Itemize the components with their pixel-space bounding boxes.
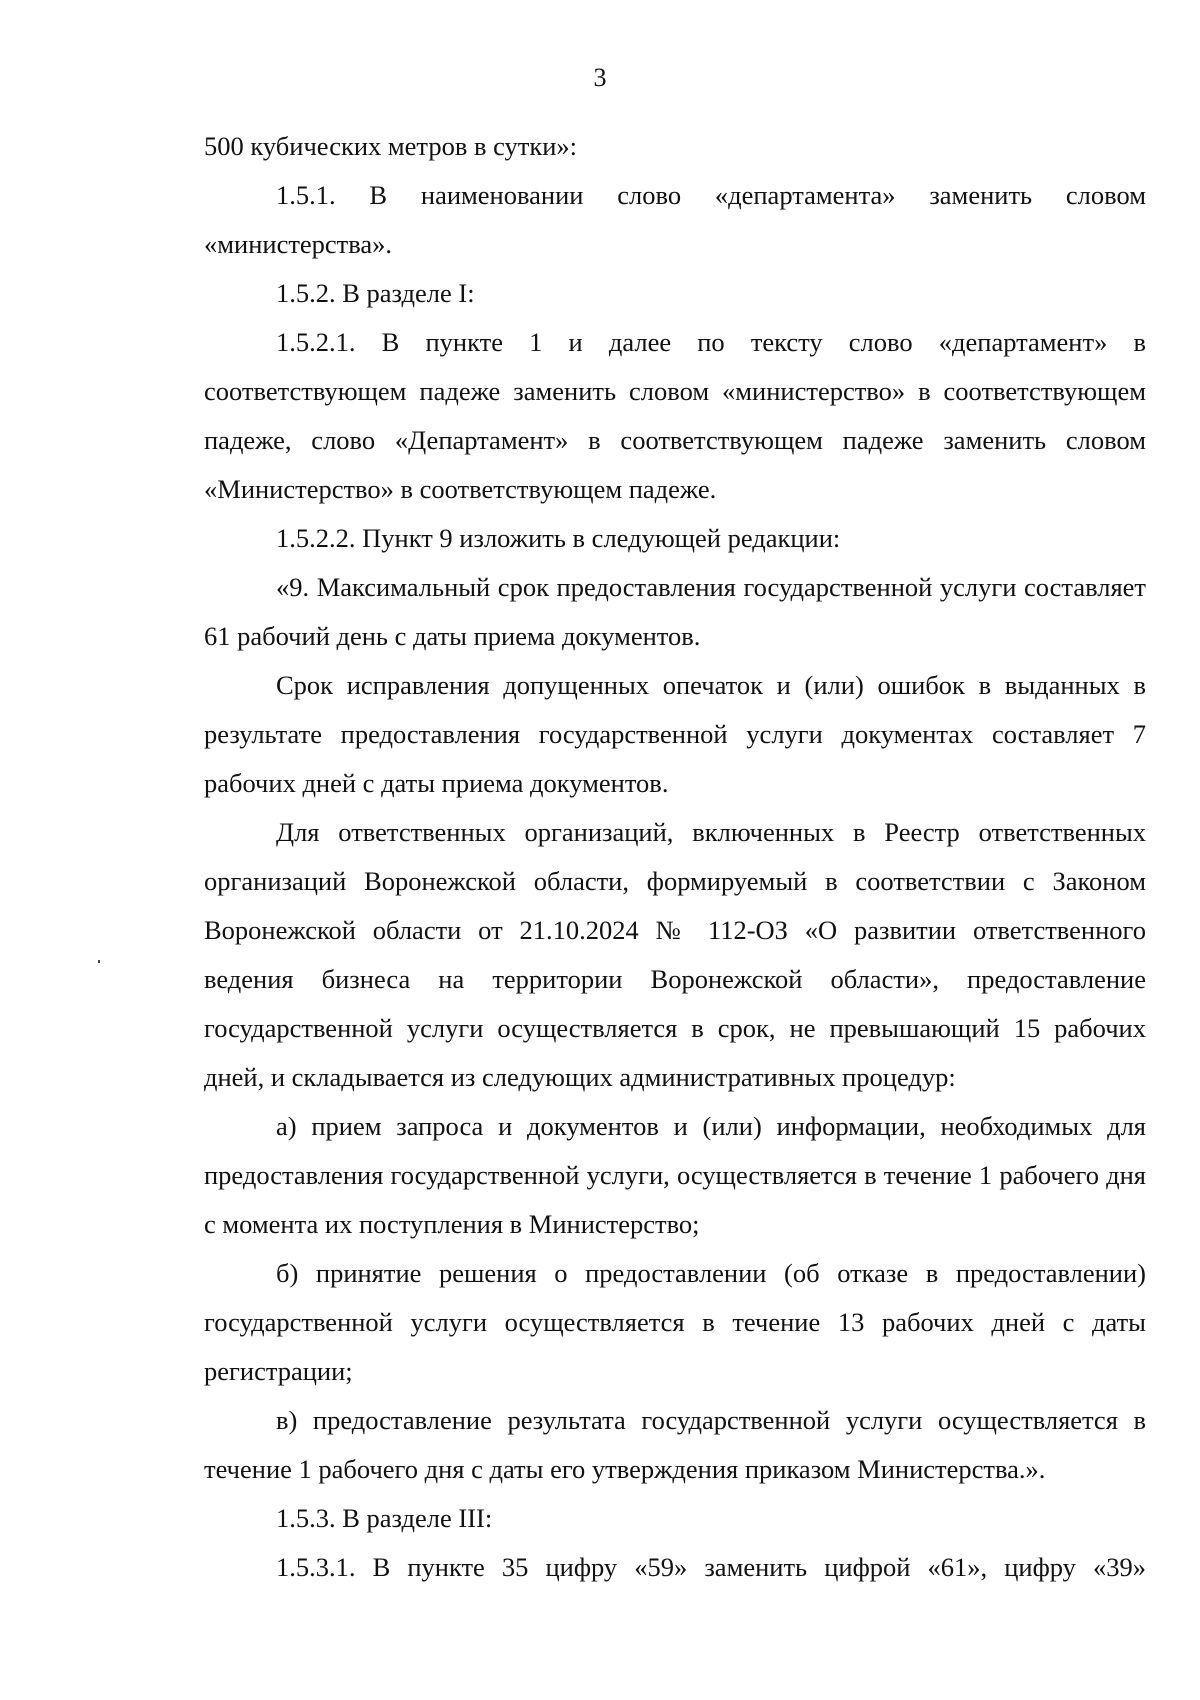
- paragraph-procedure-a: а) прием запроса и документов и (или) информации, необходимых для предоставления государственной услуги, осуществляется в течение 1 рабочего дня с момента их поступления в Министерство;: [204, 1111, 1146, 1239]
- paragraph-1-5-2-2: 1.5.2.2. Пункт 9 изложить в следующей редакции:: [276, 523, 841, 553]
- scan-speck: [98, 960, 100, 963]
- paragraph-procedure-v: в) предоставление результата государственной услуги осуществляется в течение 1 рабочего дня с даты его утверждения приказом Министерства.».: [204, 1405, 1146, 1484]
- paragraph-procedure-b: б) принятие решения о предоставлении (об отказе в предоставлении) государственной услуги осуществляется в течение 13 рабочих дней с даты регистрации;: [204, 1258, 1146, 1386]
- paragraph-1-5-2: 1.5.2. В разделе I:: [276, 278, 475, 308]
- paragraph-1-5-3-1: 1.5.3.1. В пункте 35 цифру «59» заменить цифрой «61», цифру «39»: [276, 1552, 1146, 1582]
- page-number: 3: [593, 63, 607, 92]
- paragraph-item-9: «9. Максимальный срок предоставления государственной услуги составляет 61 рабочий день с даты приема документов.: [204, 572, 1146, 651]
- paragraph-1-5-3: 1.5.3. В разделе III:: [276, 1503, 493, 1533]
- paragraph-1-5-1: 1.5.1. В наименовании слово «департамента» заменить словом «министерства».: [204, 180, 1146, 259]
- paragraph-continuation: 500 кубических метров в сутки»:: [204, 131, 578, 161]
- document-body: [204, 122, 1146, 1592]
- paragraph-responsible-organizations: Для ответственных организаций, включенных в Реестр ответственных организаций Воронежской области, формируемый в соответствии с Законом Воронежской области от 21.10.2024 № 112-ОЗ «О развитии ответственного ведения бизнеса на территории Воронежской области», предоставление государственной услуги осуществляется в срок, не превышающий 15 рабочих дней, и складывается из следующих административных процедур:: [204, 817, 1146, 1092]
- paragraph-correction-term: Срок исправления допущенных опечаток и (или) ошибок в выданных в результате предоставления государственной услуги документах составляет 7 рабочих дней с даты приема документов.: [204, 670, 1146, 798]
- paragraph-1-5-2-1: 1.5.2.1. В пункте 1 и далее по тексту слово «департамент» в соответствующем падеже заменить словом «министерство» в соответствующем падеже, слово «Департамент» в соответствующем падеже заменить словом «Министерство» в соответствующем падеже.: [204, 327, 1146, 504]
